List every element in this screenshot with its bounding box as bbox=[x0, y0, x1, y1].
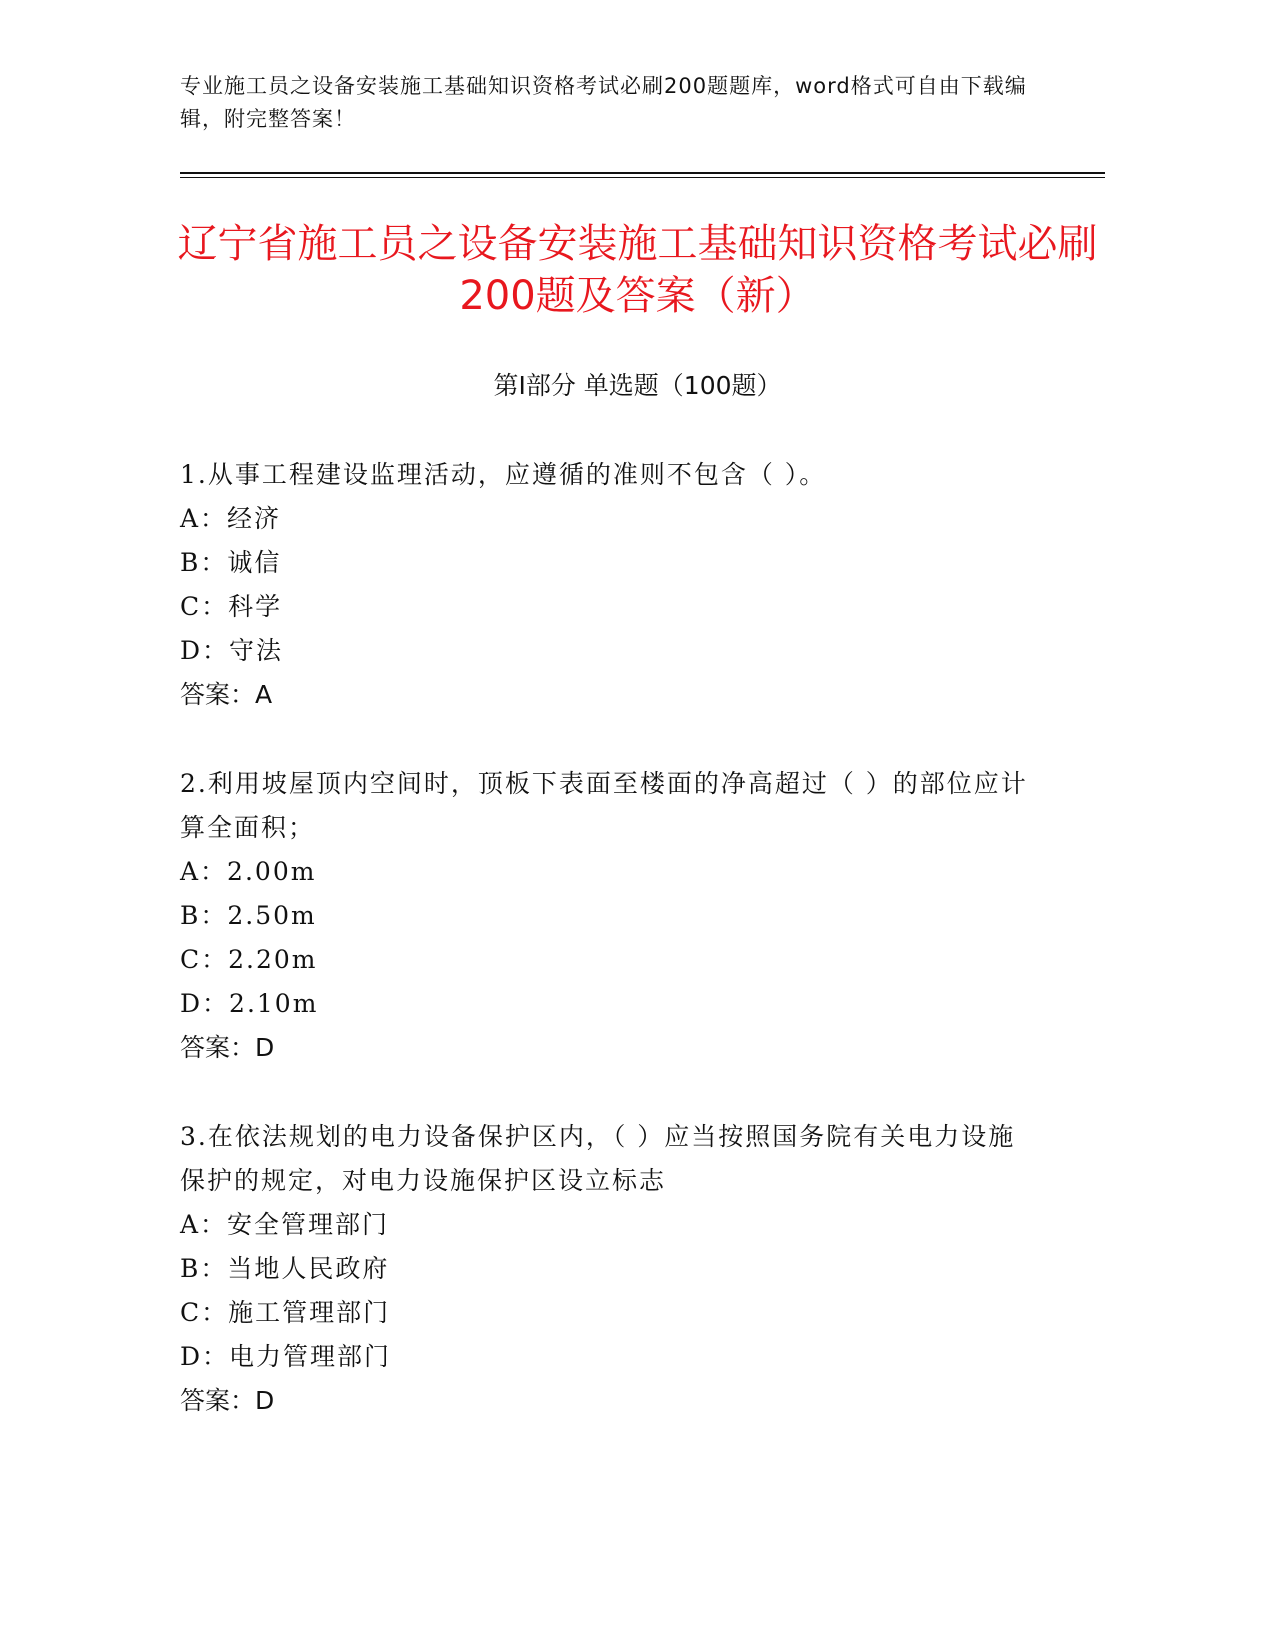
option-a: A：经济 bbox=[180, 504, 282, 533]
answer: 答案：A bbox=[180, 680, 273, 709]
answer: 答案：D bbox=[180, 1033, 275, 1062]
answer: 答案：D bbox=[180, 1386, 275, 1415]
question-text: 3.在依法规划的电力设备保护区内，（ ）应当按照国务院有关电力设施保护的规定，对电力设施保护区设立标志 bbox=[180, 1122, 1016, 1195]
header-divider-thin bbox=[180, 177, 1105, 178]
question-text: 2.利用坡屋顶内空间时，顶板下表面至楼面的净高超过（ ）的部位应计算全面积； bbox=[180, 769, 1028, 842]
option-c: C：施工管理部门 bbox=[180, 1298, 391, 1327]
question-list bbox=[180, 453, 1040, 1468]
option-d: D：电力管理部门 bbox=[180, 1342, 392, 1371]
section-title: 第Ⅰ部分 单选题（100题） bbox=[493, 371, 782, 400]
header-note: 专业施工员之设备安装施工基础知识资格考试必刷200题题库，word格式可自由下载编辑，附完整答案！ bbox=[180, 74, 1027, 131]
option-c: C：2.20m bbox=[180, 945, 318, 974]
option-b: B：当地人民政府 bbox=[180, 1254, 390, 1283]
option-c: C：科学 bbox=[180, 592, 283, 621]
question-1 bbox=[180, 453, 1040, 717]
option-a: A：2.00m bbox=[180, 857, 317, 886]
option-b: B：2.50m bbox=[180, 901, 317, 930]
question-3 bbox=[180, 1115, 1040, 1423]
option-a: A：安全管理部门 bbox=[180, 1210, 390, 1239]
option-d: D：守法 bbox=[180, 636, 284, 665]
question-2 bbox=[180, 762, 1040, 1070]
header-divider-thick bbox=[180, 172, 1105, 174]
document-title: 辽宁省施工员之设备安装施工基础知识资格考试必刷200题及答案（新） bbox=[177, 221, 1098, 319]
option-b: B：诚信 bbox=[180, 548, 282, 577]
question-text: 1.从事工程建设监理活动，应遵循的准则不包含（ ）。 bbox=[180, 460, 827, 489]
option-d: D：2.10m bbox=[180, 989, 319, 1018]
